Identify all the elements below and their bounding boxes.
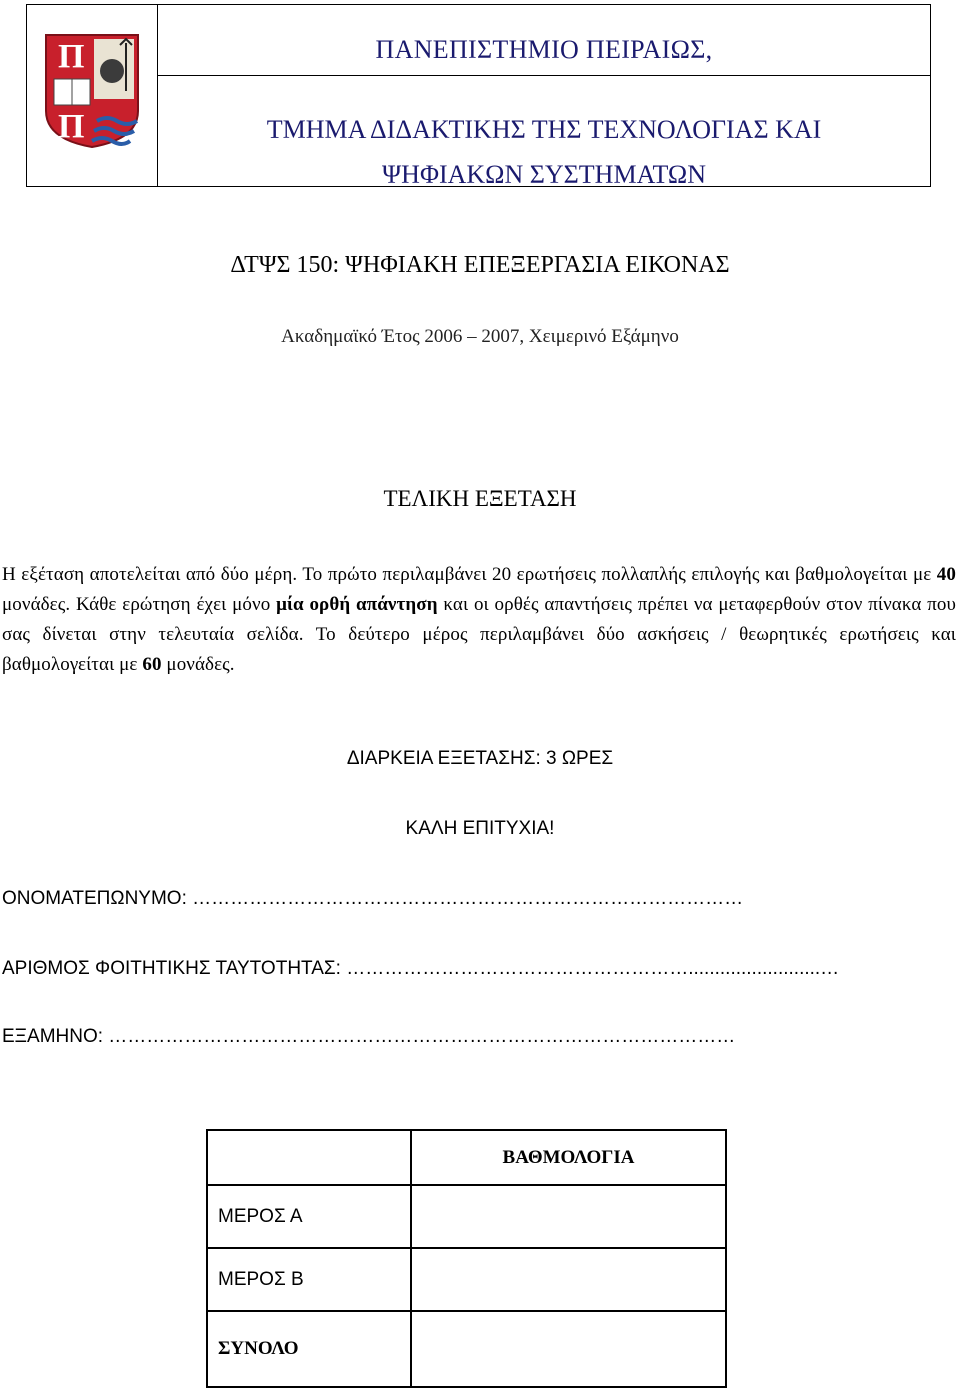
department-name: [158, 107, 930, 197]
part-a-score[interactable]: [411, 1185, 726, 1248]
grade-table: [206, 1129, 727, 1388]
logo-cell: [27, 5, 158, 186]
svg-text:Π: Π: [58, 108, 85, 145]
table-row: [207, 1185, 726, 1248]
instructions-points-1: 40: [936, 564, 956, 585]
header-divider: [158, 75, 930, 76]
course-title: ΔΤΨΣ 150: ΨΗΦΙΑΚΗ ΕΠΕΞΕΡΓΑΣΙΑ ΕΙΚΟΝΑΣ: [230, 252, 730, 278]
exam-title: ΤΕΛΙΚΗ ΕΞΕΤΑΣΗ: [383, 486, 577, 511]
header-box: [26, 4, 931, 187]
part-b-score[interactable]: [411, 1248, 726, 1311]
part-a-label: ΜΕΡΟΣ Α: [207, 1185, 411, 1248]
title-cell: [158, 5, 930, 189]
total-label: ΣΥΝΟΛΟ: [207, 1311, 411, 1387]
university-logo: [42, 31, 142, 149]
university-name: ΠΑΝΕΠΙΣΤΗΜΙΟ ΠΕΙΡΑΙΩΣ,: [375, 35, 713, 64]
academic-year: Ακαδημαϊκό Έτος 2006 – 2007, Χειμερινό Εξάμηνο: [281, 326, 679, 347]
department-line-1: ΤΜΗΜΑ ΔΙΔΑΚΤΙΚΗΣ ΤΗΣ ΤΕΧΝΟΛΟΓΙΑΣ ΚΑΙ: [266, 115, 822, 144]
part-b-label: ΜΕΡΟΣ Β: [207, 1248, 411, 1311]
instructions-text-3: και οι ορθές απαντήσεις πρέπει να μεταφερθούν στον πίνακα που σας δίνεται στην τελευταία σελίδα. Το δεύτερο μέρος περιλαμβάνει δύο ασκήσεις / θεωρητικές ερωτήσεις και βαθμολογείται με: [2, 594, 956, 675]
student-name-field[interactable]: ΟΝΟΜΑΤΕΠΩΝΥΜΟ: ……………………………………………………………………………: [2, 888, 744, 909]
semester-field[interactable]: ΕΞΑΜΗΝΟ: ………………………………………………………………………………………: [2, 1026, 736, 1047]
instructions-emphasis: μία ορθή απάντηση: [276, 594, 438, 615]
instructions-points-2: 60: [142, 654, 162, 675]
total-score[interactable]: [411, 1311, 726, 1387]
department-line-2: ΨΗΦΙΑΚΩΝ ΣΥΣΤΗΜΑΤΩΝ: [381, 160, 707, 189]
instructions-text-2: μονάδες. Κάθε ερώτηση έχει μόνο: [2, 594, 277, 615]
grade-table-corner: [207, 1130, 411, 1185]
grade-table-header-row: [207, 1130, 726, 1185]
instructions-paragraph: [2, 560, 956, 680]
grade-table-header: ΒΑΘΜΟΛΟΓΙΑ: [411, 1130, 726, 1185]
table-row: [207, 1311, 726, 1387]
instructions-text-4: μονάδες.: [161, 654, 235, 675]
instructions-text-1: Η εξέταση αποτελείται από δύο μέρη. Το πρώτο περιλαμβάνει 20 ερωτήσεις πολλαπλής επιλογής και βαθμολογείται με: [2, 564, 937, 585]
good-luck-text: ΚΑΛΗ ΕΠΙΤΥΧΙΑ!: [405, 818, 555, 839]
student-id-field[interactable]: ΑΡΙΘΜΟΣ ΦΟΙΤΗΤΙΚΗΣ ΤΑΥΤΟΤΗΤΑΣ: ……………………………………………….........................…: [2, 958, 840, 979]
exam-duration: ΔΙΑΡΚΕΙΑ ΕΞΕΤΑΣΗΣ: 3 ΩΡΕΣ: [346, 748, 614, 769]
svg-text:Π: Π: [58, 38, 85, 75]
table-row: [207, 1248, 726, 1311]
